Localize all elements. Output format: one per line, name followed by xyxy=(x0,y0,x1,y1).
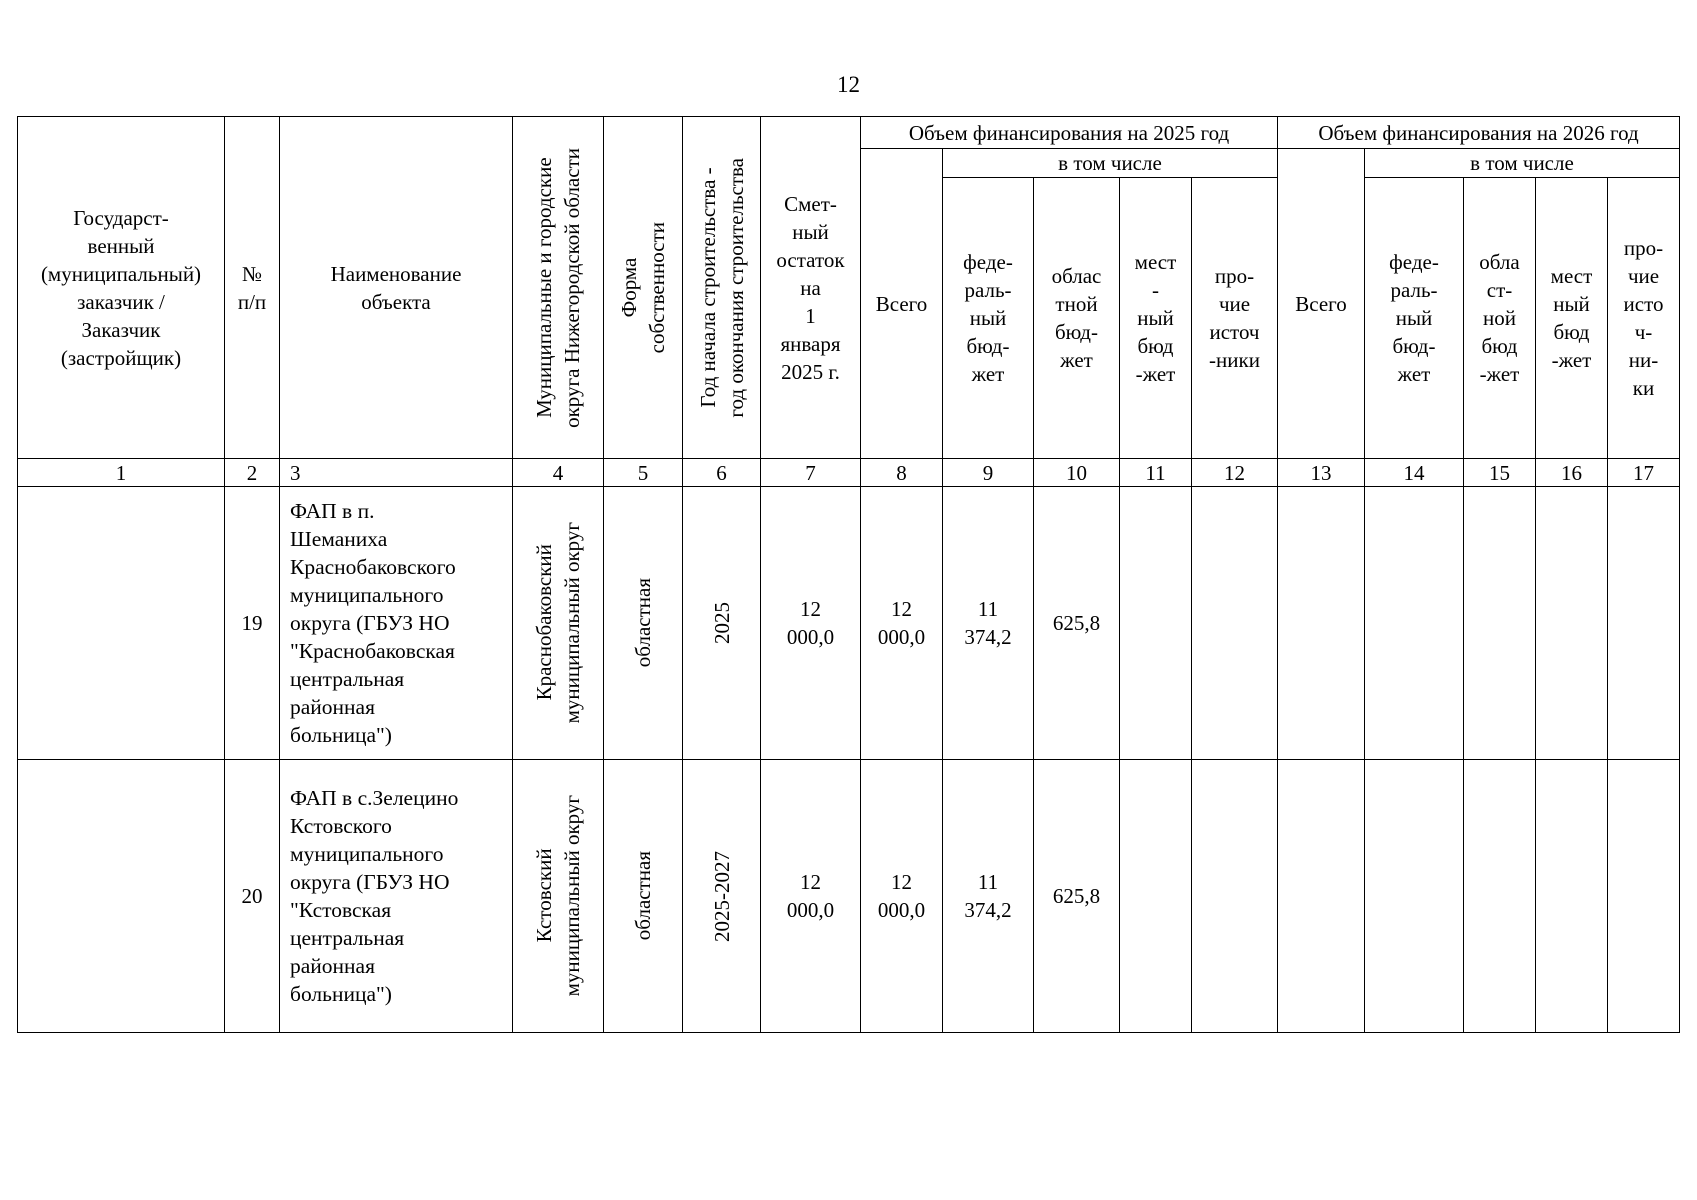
cell-local-2026 xyxy=(1536,760,1608,1033)
cell-object-name xyxy=(280,760,513,1033)
cell-other-2025 xyxy=(1192,760,1278,1033)
header-customer: Государст- венный (муниципальный) заказчик / Заказчик (застройщик) xyxy=(18,117,225,459)
cell-other-2026 xyxy=(1608,760,1680,1033)
column-number: 5 xyxy=(604,459,683,487)
cell-federal-2025: 11 374,2 xyxy=(943,487,1034,760)
cell-total-2025: 12 000,0 xyxy=(861,760,943,1033)
cell-municipality xyxy=(513,487,604,760)
cell-years xyxy=(683,760,761,1033)
cell-estimate: 12 000,0 xyxy=(761,487,861,760)
cell-local-2026 xyxy=(1536,487,1608,760)
column-numbers-row xyxy=(18,459,1680,487)
table-row xyxy=(18,487,1680,760)
cell-customer xyxy=(18,760,225,1033)
cell-total-2025: 12 000,0 xyxy=(861,487,943,760)
header-regional-2025: облас тной бюд- жет xyxy=(1034,178,1120,459)
header-local-2026: мест ный бюд -жет xyxy=(1536,178,1608,459)
cell-years xyxy=(683,487,761,760)
header-regional-2026: обла ст- ной бюд -жет xyxy=(1464,178,1536,459)
cell-estimate: 12 000,0 xyxy=(761,760,861,1033)
cell-municipality-text: Краснобаковский муниципальный округ xyxy=(532,522,584,724)
header-ownership-text: Форма собственности xyxy=(617,221,669,354)
cell-regional-2025: 625,8 xyxy=(1034,487,1120,760)
cell-regional-2026 xyxy=(1464,487,1536,760)
cell-object-name-text: ФАП в п. Шеманиха Краснобаковского муниципального округа (ГБУЗ НО "Краснобаковская центральная районная больница") xyxy=(290,499,456,747)
cell-federal-2026 xyxy=(1365,487,1464,760)
header-municipality-text: Муниципальные и городские округа Нижегородской области xyxy=(532,147,584,428)
column-number: 12 xyxy=(1192,459,1278,487)
column-number: 2 xyxy=(225,459,280,487)
column-number: 9 xyxy=(943,459,1034,487)
page-number: 12 xyxy=(837,72,860,97)
column-number: 3 xyxy=(280,459,513,487)
column-number: 14 xyxy=(1365,459,1464,487)
header-funding-2025: Объем финансирования на 2025 год xyxy=(861,117,1278,149)
cell-total-2026 xyxy=(1278,487,1365,760)
cell-customer xyxy=(18,487,225,760)
header-including-2025: в том числе xyxy=(943,149,1278,178)
cell-other-2026 xyxy=(1608,487,1680,760)
cell-years-text: 2025-2027 xyxy=(709,850,734,942)
cell-municipality-text: Кстовский муниципальный округ xyxy=(532,795,584,997)
column-number: 15 xyxy=(1464,459,1536,487)
header-years-text: Год начала строительства - год окончания строительства xyxy=(695,157,748,418)
header-federal-2025: феде- раль- ный бюд- жет xyxy=(943,178,1034,459)
header-number: № п/п xyxy=(225,117,280,459)
financing-table xyxy=(17,116,1680,1033)
header-local-2025: мест - ный бюд -жет xyxy=(1120,178,1192,459)
cell-other-2025 xyxy=(1192,487,1278,760)
cell-ownership-text: областная xyxy=(631,578,655,668)
header-years xyxy=(683,117,761,459)
column-number: 11 xyxy=(1120,459,1192,487)
header-including-2026: в том числе xyxy=(1365,149,1680,178)
header-federal-2026: феде- раль- ный бюд- жет xyxy=(1365,178,1464,459)
cell-local-2025 xyxy=(1120,760,1192,1033)
table-row xyxy=(18,760,1680,1033)
cell-regional-2025: 625,8 xyxy=(1034,760,1120,1033)
column-number: 13 xyxy=(1278,459,1365,487)
column-number: 6 xyxy=(683,459,761,487)
cell-total-2026 xyxy=(1278,760,1365,1033)
cell-ownership xyxy=(604,760,683,1033)
cell-ownership xyxy=(604,487,683,760)
cell-regional-2026 xyxy=(1464,760,1536,1033)
cell-federal-2026 xyxy=(1365,760,1464,1033)
header-other-2026: про- чие исто ч- ни- ки xyxy=(1608,178,1680,459)
column-number: 16 xyxy=(1536,459,1608,487)
cell-ownership-text: областная xyxy=(631,851,655,941)
header-funding-2026: Объем финансирования на 2026 год xyxy=(1278,117,1680,149)
column-number: 1 xyxy=(18,459,225,487)
cell-local-2025 xyxy=(1120,487,1192,760)
cell-number: 20 xyxy=(225,760,280,1033)
cell-object-name xyxy=(280,487,513,760)
header-total-2026: Всего xyxy=(1278,149,1365,459)
header-estimate: Смет- ный остаток на 1 января 2025 г. xyxy=(761,117,861,459)
column-number: 8 xyxy=(861,459,943,487)
header-other-2025: про- чие источ -ники xyxy=(1192,178,1278,459)
cell-number: 19 xyxy=(225,487,280,760)
cell-federal-2025: 11 374,2 xyxy=(943,760,1034,1033)
cell-object-name-text: ФАП в с.Зелецино Кстовского муниципального округа (ГБУЗ НО "Кстовская центральная районная больница") xyxy=(290,786,459,1006)
header-object-name: Наименование объекта xyxy=(280,117,513,459)
header-total-2025: Всего xyxy=(861,149,943,459)
header-ownership xyxy=(604,117,683,459)
column-number: 10 xyxy=(1034,459,1120,487)
column-number: 7 xyxy=(761,459,861,487)
column-number: 4 xyxy=(513,459,604,487)
cell-municipality xyxy=(513,760,604,1033)
column-number: 17 xyxy=(1608,459,1680,487)
cell-years-text: 2025 xyxy=(709,602,734,644)
header-municipality xyxy=(513,117,604,459)
